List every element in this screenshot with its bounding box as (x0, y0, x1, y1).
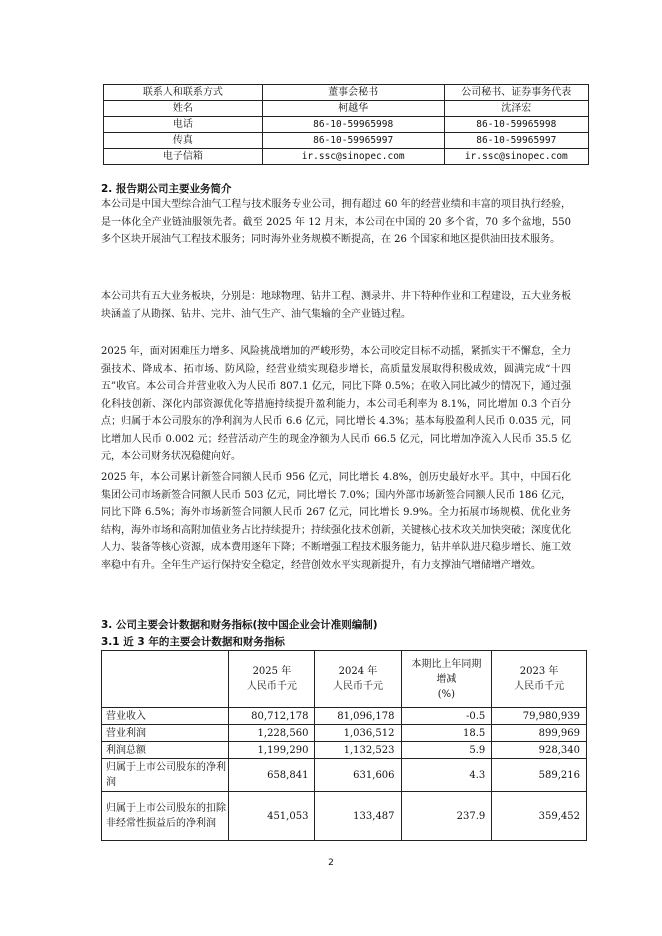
table-header-cell: 本期比上年同期 增减 (%) (401, 651, 492, 708)
table-cell: 沈泽宏 (444, 101, 588, 117)
table-cell: -0.5 (401, 708, 492, 725)
row-label: 营业利润 (102, 725, 229, 742)
table-cell: 传真 (104, 133, 263, 149)
table-row (104, 117, 589, 133)
page-number: 2 (328, 858, 334, 868)
paragraph: 本公司是中国大型综合油气工程与技术服务专业公司，拥有超过 60 年的经营业绩和丰富的项目执行经验，是一体化全产业链油服领先者。截至 2025 年 12 月末，本公司在中国的 20 多个省，70 多个盆地，550 多个区块开展油气工程技术服务；同时海外业务规模不断提高，在 26 个国家和地区提供油田技术服务。 (101, 199, 571, 245)
table-row (104, 149, 589, 165)
table-cell: 899,969 (492, 725, 587, 742)
table-cell: 658,841 (229, 759, 315, 792)
table-cell: 电话 (104, 117, 263, 133)
table-cell: 姓名 (104, 101, 263, 117)
table-row (102, 792, 587, 841)
table-row (102, 725, 587, 742)
table-row (104, 133, 589, 149)
table-cell: 1,132,523 (315, 742, 401, 759)
table-cell (102, 651, 229, 708)
table-cell: 1,228,560 (229, 725, 315, 742)
table-cell: 电子信箱 (104, 149, 263, 165)
row-label: 归属于上市公司股东的扣除非经常性损益后的净利润 (102, 792, 229, 841)
table-cell: ir.ssc@sinopec.com (444, 149, 588, 165)
contact-table (103, 84, 589, 165)
table-cell: 4.3 (401, 759, 492, 792)
table-cell: 5.9 (401, 742, 492, 759)
table-row (102, 759, 587, 792)
section-3-1-heading: 3.1 近 3 年的主要会计数据和财务指标 (101, 636, 285, 648)
table-cell: 86-10-59965998 (444, 117, 588, 133)
table-cell: 公司秘书、证券事务代表 (444, 85, 588, 101)
table-cell: 359,452 (492, 792, 587, 841)
table-cell: 589,216 (492, 759, 587, 792)
table-cell: 1,199,290 (229, 742, 315, 759)
table-row (104, 101, 589, 117)
section-2-heading: 2. 报告期公司主要业务简介 (101, 183, 232, 195)
table-cell: 18.5 (401, 725, 492, 742)
paragraph: 2025 年，本公司累计新签合同额人民币 956 亿元，同比增长 4.8%，创历史最好水平。其中，中国石化集团公司市场新签合同额人民币 503 亿元，同比增长 7.0%；国内外部市场新签合同额人民币 186 亿元，同比下降 6.5%；海外市场新签合同额人民币 267 亿元，同比增长 9.9%。全力拓展市场规模、优化业务结构，海外市场和高附加值业务占比持续提升；持续强化技术创新，关键核心技术攻关加快突破；深度优化人力、装备等核心资源，成本费用逐年下降；不断增强工程技术服务能力，钻井单队进尺稳步增长、施工效率稳中有升。全年生产运行保持安全稳定，经营创效水平实现新提升，有力支撑油气增储增产增效。 (101, 472, 571, 571)
table-cell: 631,606 (315, 759, 401, 792)
table-header-cell: 2025 年 人民币千元 (229, 651, 315, 708)
table-cell: ir.ssc@sinopec.com (262, 149, 444, 165)
row-label: 归属于上市公司股东的净利润 (102, 759, 229, 792)
table-row (102, 708, 587, 725)
table-header-row (102, 651, 587, 708)
row-label: 利润总额 (102, 742, 229, 759)
table-cell: 86-10-59965997 (262, 133, 444, 149)
table-cell: 79,980,939 (492, 708, 587, 725)
table-cell: 237.9 (401, 792, 492, 841)
table-cell: 1,036,512 (315, 725, 401, 742)
financial-table (101, 650, 587, 841)
table-header-cell: 2023 年 人民币千元 (492, 651, 587, 708)
table-cell: 86-10-59965997 (444, 133, 588, 149)
table-cell: 联系人和联系方式 (104, 85, 263, 101)
paragraph: 本公司共有五大业务板块，分别是：地球物理、钻井工程、测录井、井下特种作业和工程建设，五大业务板块涵盖了从勘探、钻井、完井、油气生产、油气集输的全产业链过程。 (101, 291, 571, 320)
table-cell: 86-10-59965998 (262, 117, 444, 133)
row-label: 营业收入 (102, 708, 229, 725)
table-cell: 133,487 (315, 792, 401, 841)
paragraph: 2025 年，面对困难压力增多、风险挑战增加的严峻形势，本公司咬定目标不动摇，紧抓实干不懈怠，全力强技术、降成本、拓市场、防风险，经营业绩实现稳步增长，高质量发展取得积极成效，圆满完成“十四五”收官。本公司合并营业收入为人民币 807.1 亿元，同比下降 0.5%；在收入同比减少的情况下，通过强化科技创新、深化内部资源优化等措施持续提升盈利能力，本公司毛利率为 8.1%，同比增加 0.3 个百分点；归属于本公司股东的净利润为人民币 6.6 亿元，同比增长 4.3%；基本每股盈利人民币 0.035 元，同比增加人民币 0.002 元；经营活动产生的现金净额为人民币 66.5 亿元，同比增加净流入人民币 35.5 亿元，本公司财务状况稳健向好。 (101, 346, 571, 462)
table-header-cell: 2024 年 人民币千元 (315, 651, 401, 708)
section-3-heading: 3. 公司主要会计数据和财务指标(按中国企业会计准则编制) (101, 619, 378, 631)
table-cell: 80,712,178 (229, 708, 315, 725)
table-row (102, 742, 587, 759)
table-cell: 928,340 (492, 742, 587, 759)
table-cell: 柯越华 (262, 101, 444, 117)
table-cell: 董事会秘书 (262, 85, 444, 101)
table-cell: 451,053 (229, 792, 315, 841)
table-row (104, 85, 589, 101)
table-cell: 81,096,178 (315, 708, 401, 725)
